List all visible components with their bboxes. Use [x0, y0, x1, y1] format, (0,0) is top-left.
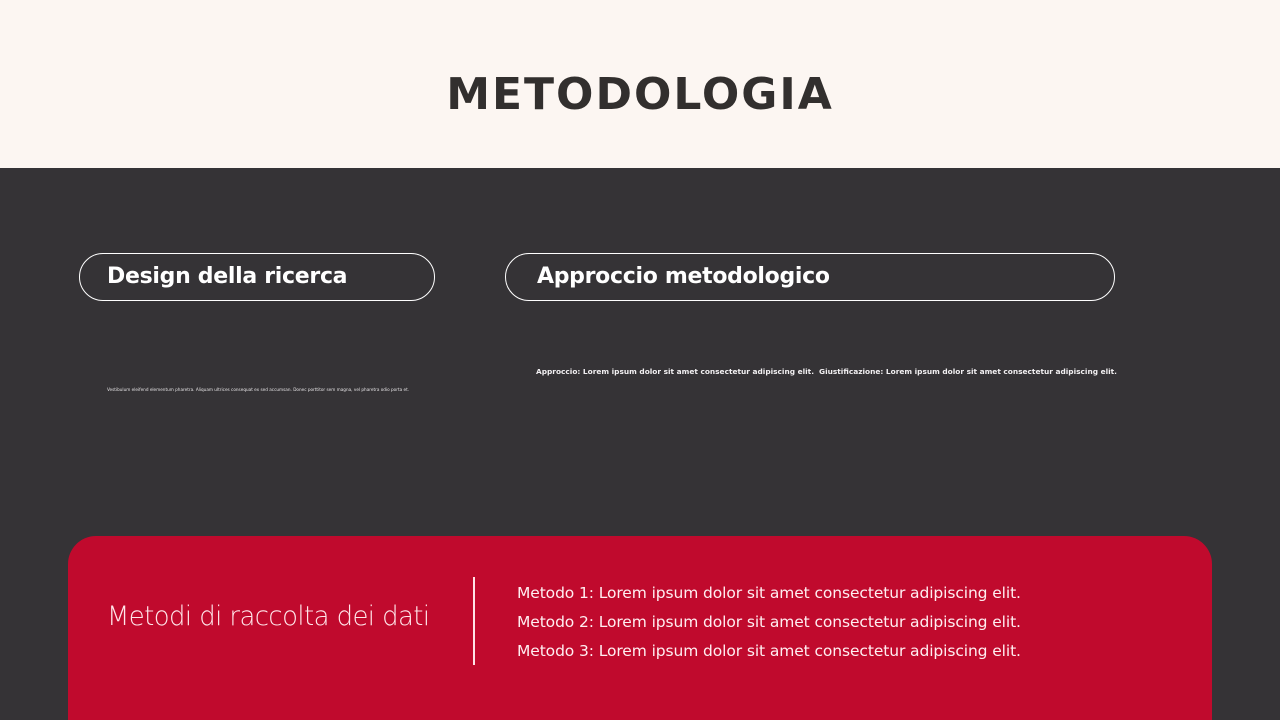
approach-section-heading: [505, 253, 1115, 301]
data-collection-title-text: Metodi di raccolta dei dati: [107, 601, 430, 632]
method-item: Metodo 3: Lorem ipsum dolor sit amet consectetur adipiscing elit.: [517, 642, 1021, 660]
page-title: METODOLOGIA: [446, 69, 834, 120]
design-section-label: Design della ricerca: [107, 264, 348, 289]
approach-text: Approccio: Lorem ipsum dolor sit amet consectetur adipiscing elit.: [536, 367, 815, 376]
approach-section-body: [536, 366, 1117, 378]
methods-list: [517, 579, 1021, 666]
vertical-divider: [473, 577, 475, 665]
design-section-body: Vestibulum eleifend elementum pharetra. Aliquam ultrices consequat ex sed accumsan. Donec porttitor sem magna, vel pharetra odio porta et.: [107, 387, 410, 392]
design-section-heading: [79, 253, 435, 301]
method-item: Metodo 1: Lorem ipsum dolor sit amet consectetur adipiscing elit.: [517, 584, 1021, 602]
approach-section-label: Approccio metodologico: [537, 264, 830, 289]
data-collection-title: [107, 598, 443, 636]
justification-text: Giustificazione: Lorem ipsum dolor sit amet consectetur adipiscing elit.: [819, 367, 1117, 376]
method-item: Metodo 2: Lorem ipsum dolor sit amet consectetur adipiscing elit.: [517, 613, 1021, 631]
